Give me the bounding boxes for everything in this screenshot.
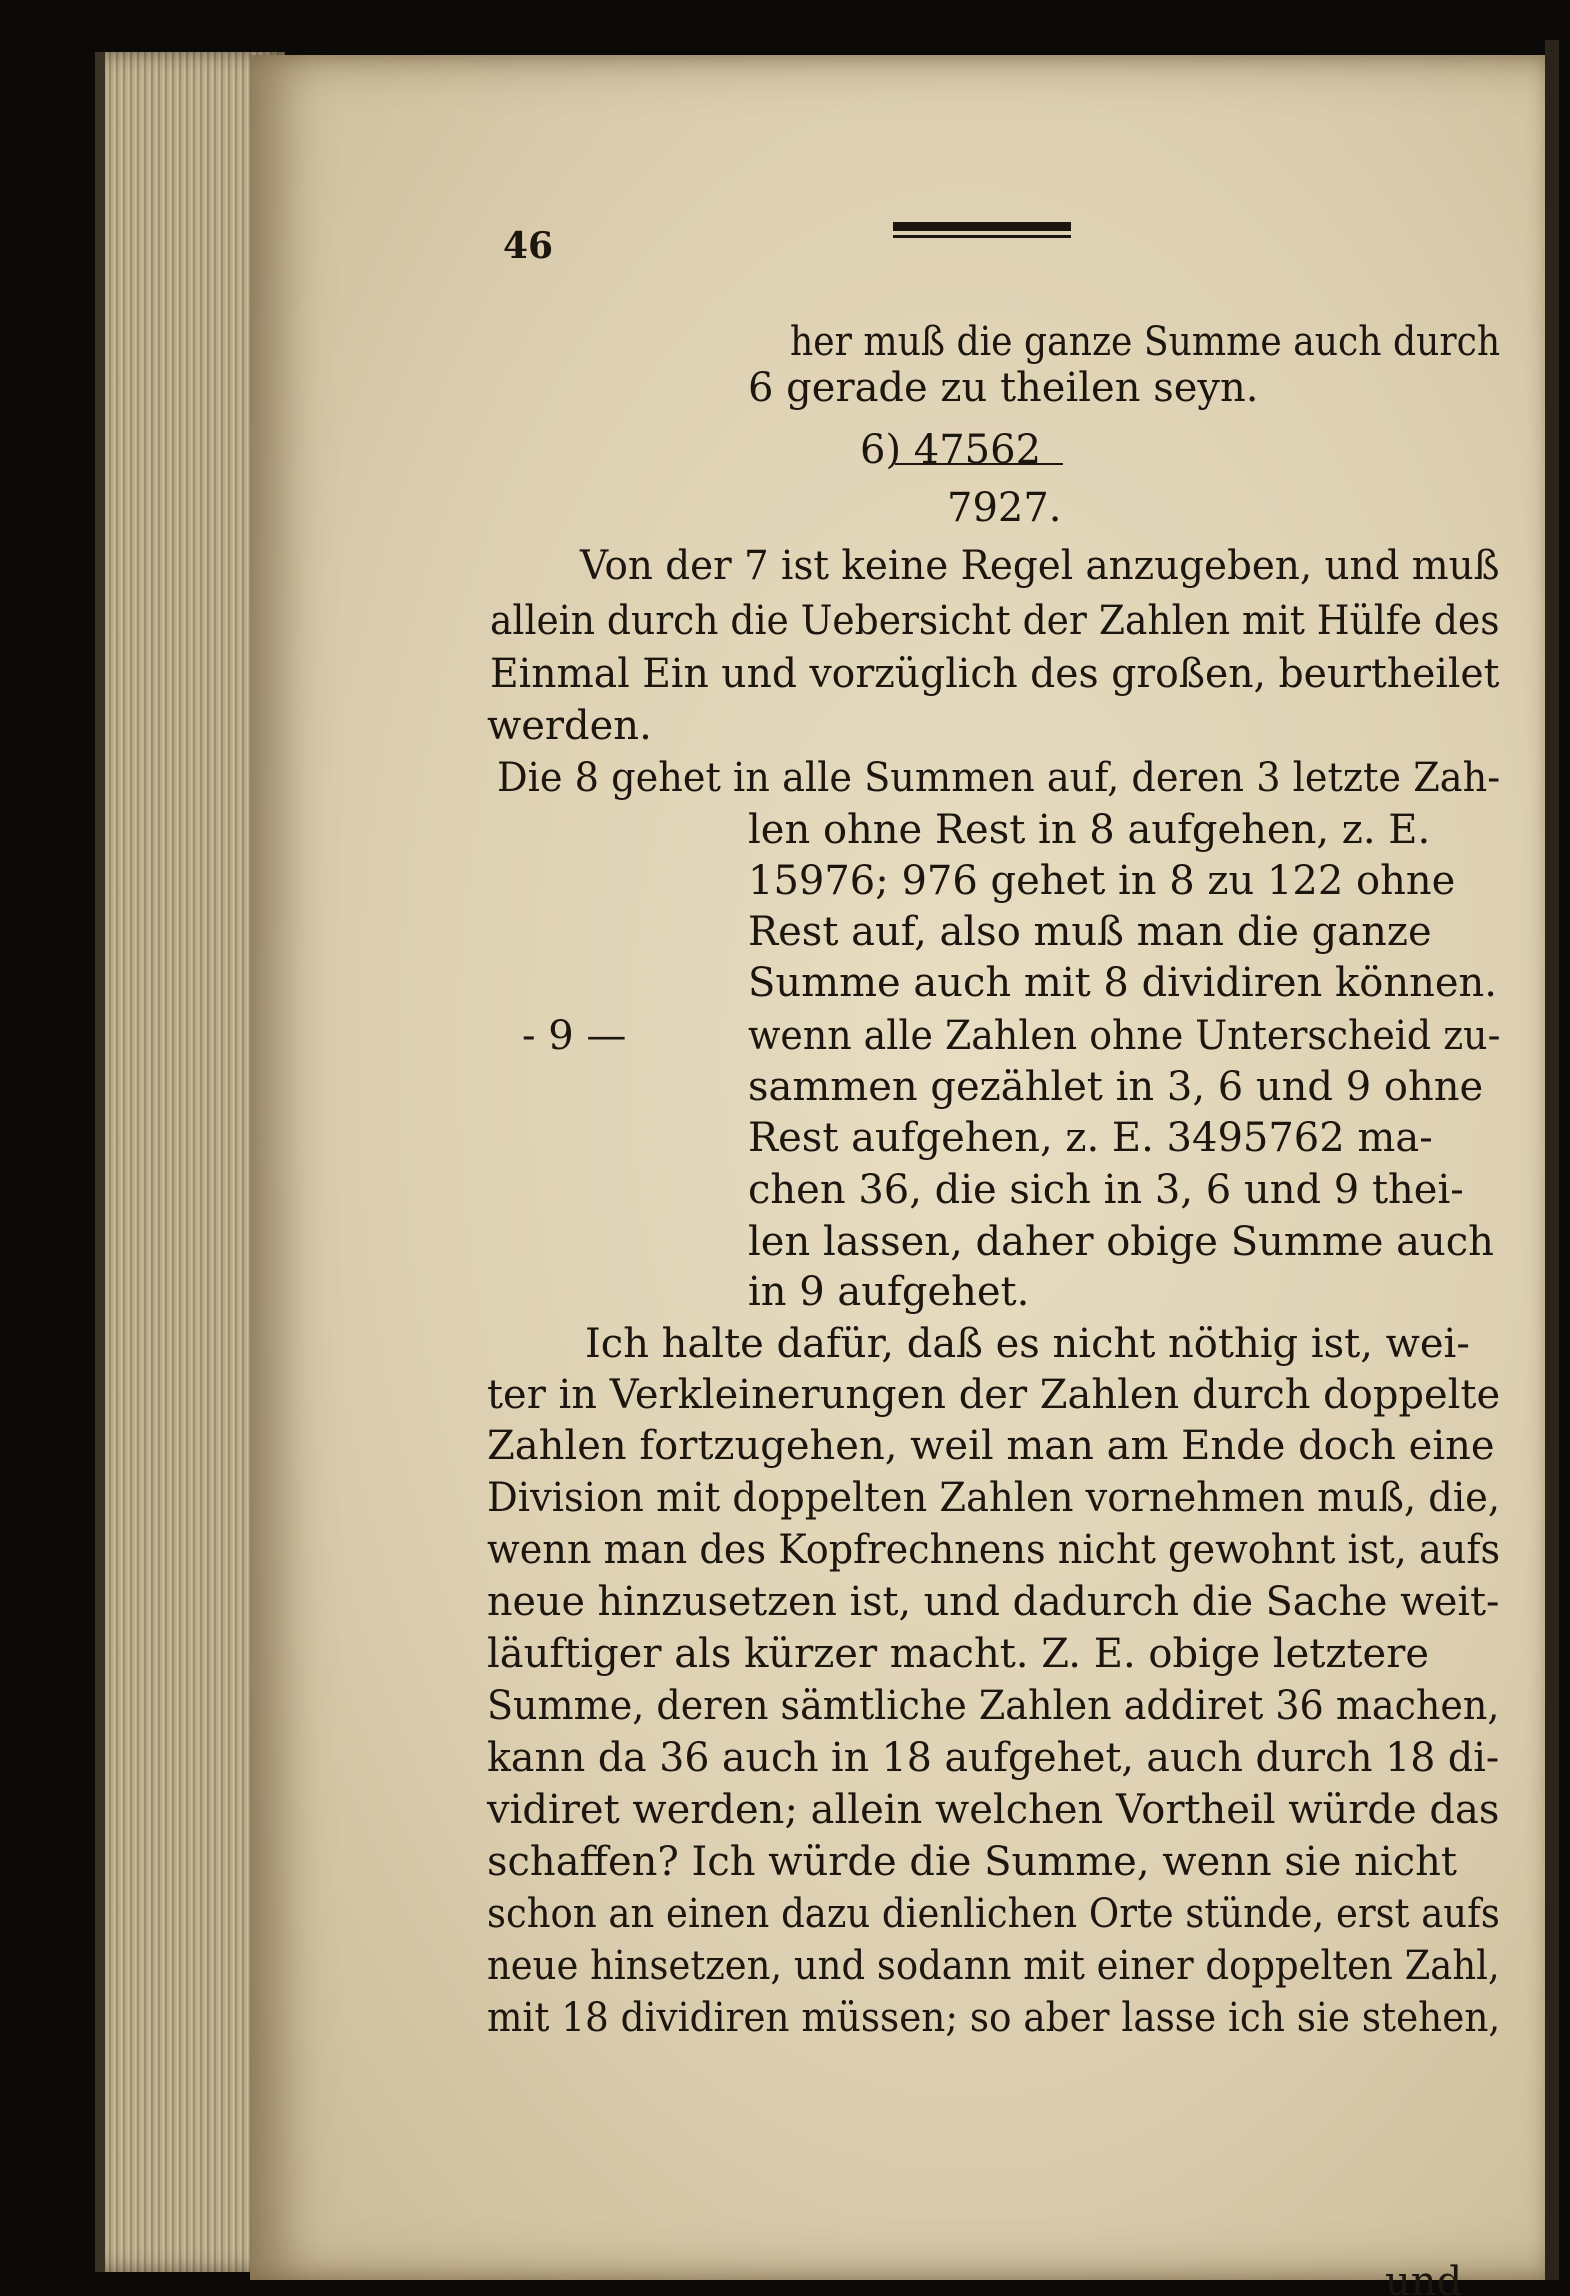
text-line: kann da 36 auch in 18 aufgehet, auch durch 18 di-: [487, 1735, 1500, 1781]
text-line: wenn alle Zahlen ohne Unterscheid zu-: [748, 1013, 1501, 1059]
text-line: len lassen, daher obige Summe auch: [748, 1219, 1494, 1265]
text-line: läuftiger als kürzer macht. Z. E. obige letztere: [487, 1631, 1429, 1677]
rule-label: - 9 —: [522, 1013, 627, 1059]
text-line: werden.: [487, 703, 652, 749]
page-number: 46: [503, 225, 554, 267]
text-line: neue hinsetzen, und sodann mit einer doppelten Zahl,: [487, 1943, 1500, 1989]
text-line: len ohne Rest in 8 aufgehen, z. E.: [748, 807, 1431, 853]
text-line: schaffen? Ich würde die Summe, wenn sie nicht: [487, 1839, 1457, 1885]
text-line: mit 18 dividiren müssen; so aber lasse ich sie stehen,: [487, 1995, 1501, 2041]
text-line: Einmal Ein und vorzüglich des großen, beurtheilet: [490, 651, 1500, 697]
text-line: Von der 7 ist keine Regel anzugeben, und muß: [580, 543, 1500, 589]
text-line: Summe, deren sämtliche Zahlen addiret 36 machen,: [487, 1683, 1500, 1729]
text-line: Rest aufgehen, z. E. 3495762 ma-: [748, 1115, 1433, 1161]
text-line: Summe auch mit 8 dividiren können.: [748, 960, 1498, 1006]
book-right-edge: [1545, 40, 1559, 2280]
text-line: wenn man des Kopfrechnens nicht gewohnt ist, aufs: [487, 1527, 1501, 1573]
text-line: Ich halte dafür, daß es nicht nöthig ist, wei-: [585, 1321, 1470, 1367]
text-line: Die 8 gehet in alle Summen auf, deren 3 letzte Zah-: [497, 755, 1501, 801]
catchword: und: [1385, 2259, 1463, 2296]
text-line: sammen gezählet in 3, 6 und 9 ohne: [748, 1064, 1484, 1110]
text-line: 6 gerade zu theilen seyn.: [748, 365, 1259, 411]
text-line: in 9 aufgehet.: [748, 1269, 1030, 1315]
text-line: Rest auf, also muß man die ganze: [748, 909, 1432, 955]
header-rule: [893, 222, 1071, 238]
text-line: neue hinzusetzen ist, und dadurch die Sache weit-: [487, 1579, 1500, 1625]
text-line: schon an einen dazu dienlichen Orte stünde, erst aufs: [487, 1891, 1500, 1937]
text-line: allein durch die Uebersicht der Zahlen mit Hülfe des: [490, 598, 1500, 644]
division-result: 7927.: [947, 485, 1062, 531]
text-line: Division mit doppelten Zahlen vornehmen muß, die,: [487, 1475, 1501, 1521]
text-line: chen 36, die sich in 3, 6 und 9 thei-: [748, 1167, 1464, 1213]
text-line: 15976; 976 gehet in 8 zu 122 ohne: [748, 858, 1456, 904]
text-line: vidiret werden; allein welchen Vortheil würde das: [487, 1787, 1500, 1833]
text-line: ter in Verkleinerungen der Zahlen durch doppelte: [487, 1372, 1501, 1418]
text-line: Zahlen fortzugehen, weil man am Ende doch eine: [487, 1423, 1495, 1469]
text-line: her muß die ganze Summe auch durch: [790, 319, 1501, 365]
division-example: 6) 47562: [860, 427, 1042, 473]
